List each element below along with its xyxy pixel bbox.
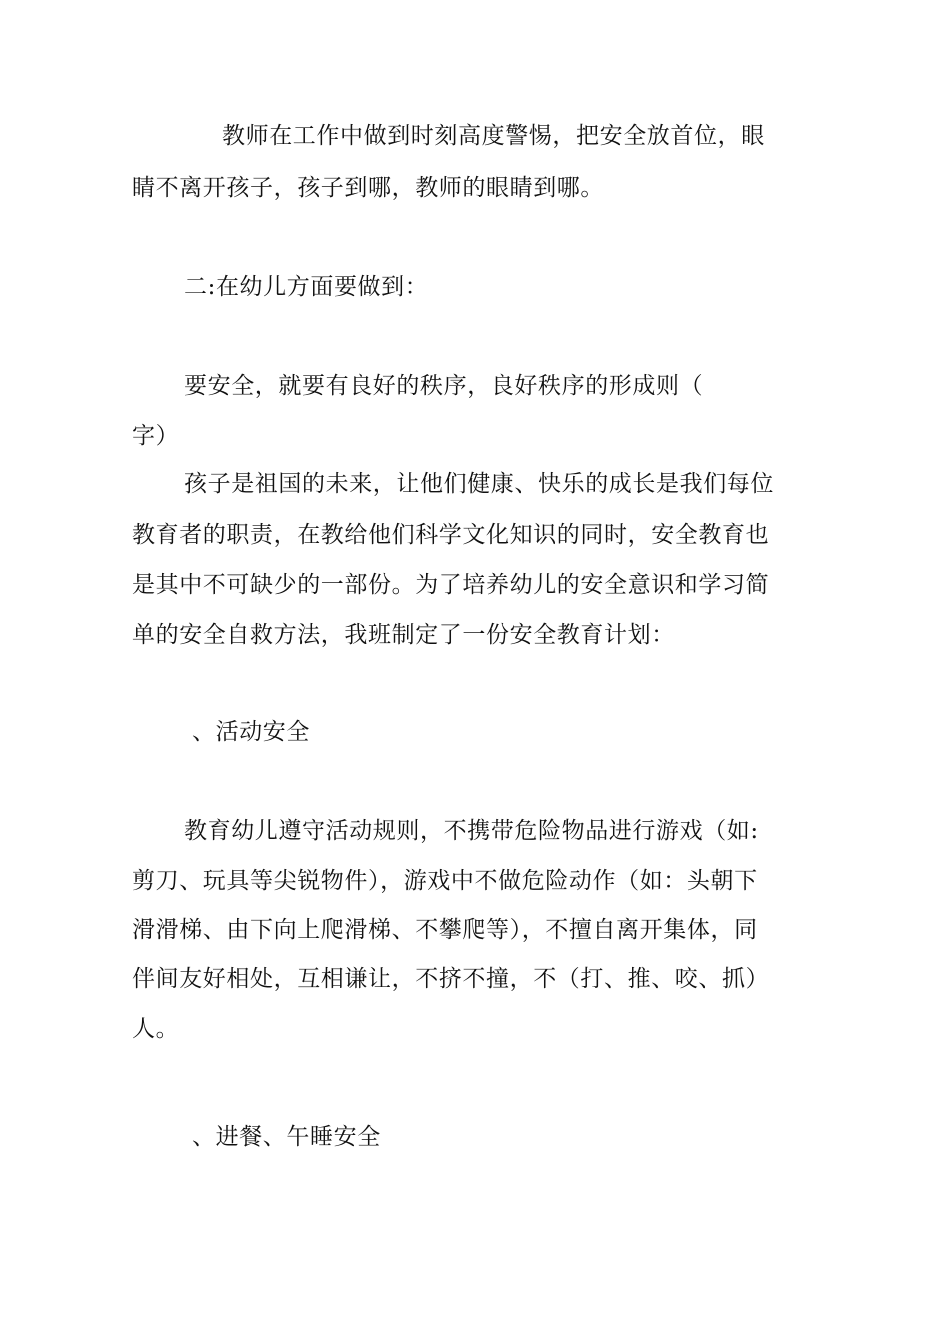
paragraph-6-line-4: 伴间友好相处，互相谦让，不挤不撞，不（打、推、咬、抓） bbox=[132, 966, 770, 992]
paragraph-4-line-4: 单的安全自救方法，我班制定了一份安全教育计划： bbox=[132, 622, 675, 648]
paragraph-1-line-1: 教师在工作中做到时刻高度警惕，把安全放首位，眼 bbox=[222, 123, 765, 149]
paragraph-4-line-2: 教育者的职责，在教给他们科学文化知识的同时，安全教育也 bbox=[132, 522, 770, 548]
list-heading-meal-nap-safety: 、进餐、午睡安全 bbox=[192, 1124, 381, 1150]
paragraph-1-line-2: 睛不离开孩子，孩子到哪，教师的眼睛到哪。 bbox=[132, 175, 604, 201]
paragraph-6-line-1: 教育幼儿遵守活动规则，不携带危险物品进行游戏（如: bbox=[184, 818, 759, 844]
section-heading-2: 二:在幼儿方面要做到： bbox=[184, 274, 429, 300]
paragraph-3-line-2: 字） bbox=[132, 423, 180, 449]
paragraph-6-line-5: 人。 bbox=[132, 1016, 180, 1042]
list-heading-activity-safety: 、活动安全 bbox=[192, 719, 310, 745]
paragraph-6-line-3: 滑滑梯、由下向上爬滑梯、不攀爬等），不擅自离开集体，同 bbox=[132, 917, 758, 943]
paragraph-4-line-1: 孩子是祖国的未来，让他们健康、快乐的成长是我们每位 bbox=[184, 471, 774, 497]
paragraph-4-line-3: 是其中不可缺少的一部份。为了培养幼儿的安全意识和学习简 bbox=[132, 572, 770, 598]
paragraph-3-line-1: 要安全，就要有良好的秩序，良好秩序的形成则（ bbox=[184, 373, 704, 399]
paragraph-6-line-2: 剪刀、玩具等尖锐物件），游戏中不做危险动作（如：头朝下 bbox=[132, 868, 758, 894]
